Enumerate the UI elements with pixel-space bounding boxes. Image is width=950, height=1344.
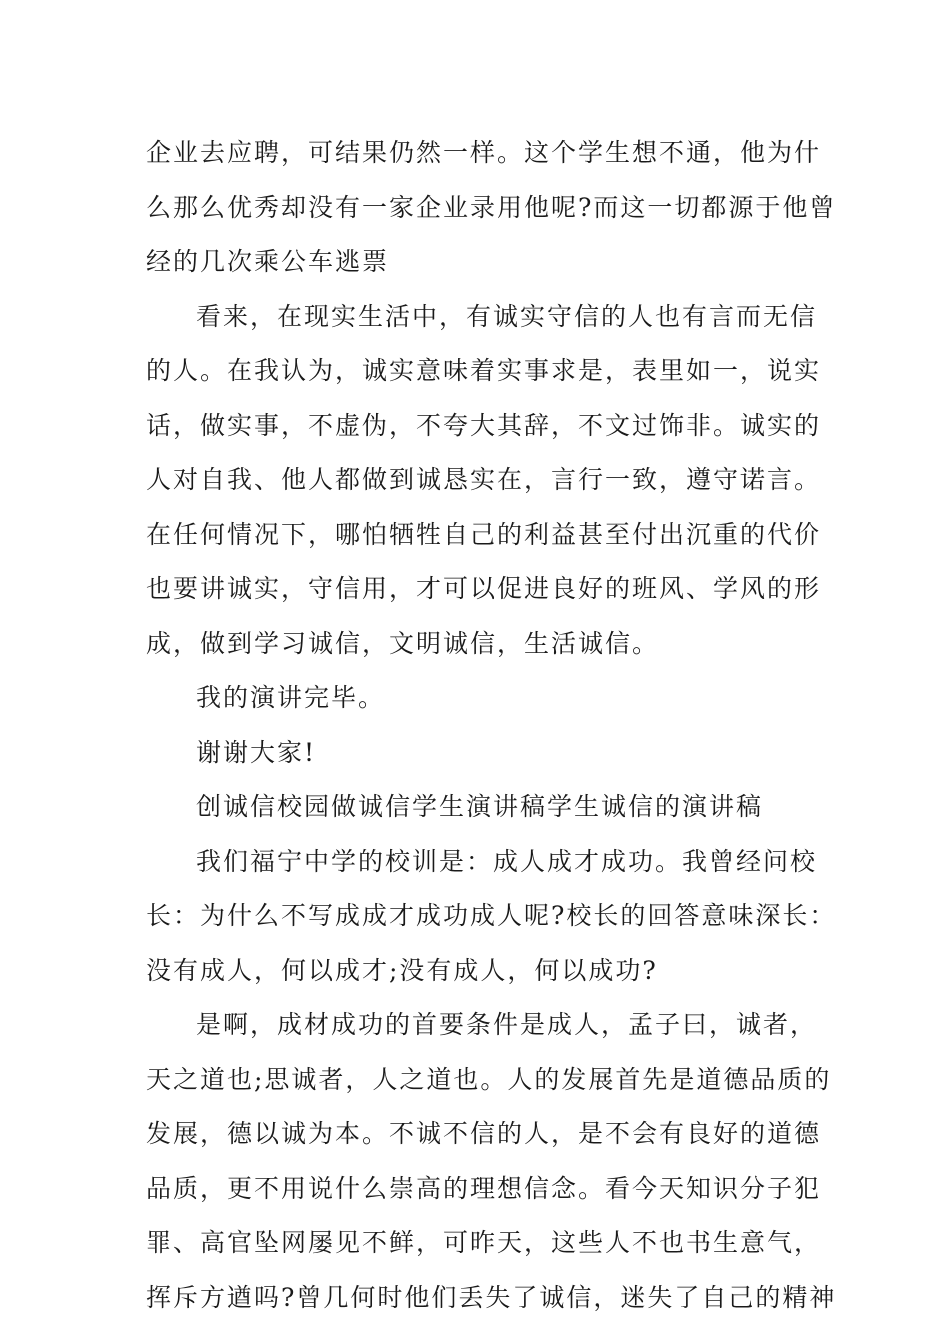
text-line: 看来，在现实生活中，有诚实守信的人也有言而无信 <box>196 301 818 331</box>
text-line: 人对自我、他人都做到诚恳实在，言行一致，遵守诺言。 <box>146 465 822 494</box>
document-body <box>146 130 837 1329</box>
text-line: 也要讲诚实，守信用，才可以促进良好的班风、学风的形 <box>146 574 822 603</box>
text-line: 的人。在我认为，诚实意味着实事求是，表里如一，说实 <box>146 356 822 385</box>
section-heading: 创诚信校园做诚信学生演讲稿学生诚信的演讲稿 <box>196 792 764 821</box>
text-line: 话，做实事，不虚伪，不夸大其辞，不文过饰非。诚实的 <box>146 410 822 440</box>
text-line: 谢谢大家! <box>196 737 317 767</box>
text-line: 发展，德以诚为本。不诚不信的人，是不会有良好的道德 <box>146 1119 822 1148</box>
text-line: 天之道也;思诚者，人之道也。人的发展首先是道德品质的 <box>146 1064 832 1094</box>
text-line: 在任何情况下，哪怕牺牲自己的利益甚至付出沉重的代价 <box>146 519 822 549</box>
text-line: 我的演讲完毕。 <box>196 683 386 712</box>
text-line: 么那么优秀却没有一家企业录用他呢?而这一切都源于他曾 <box>146 192 837 222</box>
text-line: 成，做到学习诚信，文明诚信，生活诚信。 <box>146 628 660 658</box>
text-line: 罪、高官坠网屡见不鲜，可昨天，这些人不也书生意气， <box>146 1228 822 1257</box>
text-line: 长：为什么不写成成才成功成人呢?校长的回答意味深长： <box>146 901 837 930</box>
text-line: 挥斥方遒吗?曾几何时他们丢失了诚信，迷失了自己的精神 <box>146 1282 837 1312</box>
text-line: 没有成人，何以成才;没有成人，何以成功? <box>146 955 658 985</box>
text-line: 我们福宁中学的校训是：成人成才成功。我曾经问校 <box>196 846 818 876</box>
text-line: 企业去应聘，可结果仍然一样。这个学生想不通，他为什 <box>146 138 822 167</box>
text-line: 经的几次乘公车逃票 <box>146 247 390 276</box>
text-line: 是啊，成材成功的首要条件是成人，孟子曰，诚者， <box>196 1010 818 1039</box>
text-line: 品质，更不用说什么崇高的理想信念。看今天知识分子犯 <box>146 1173 822 1203</box>
